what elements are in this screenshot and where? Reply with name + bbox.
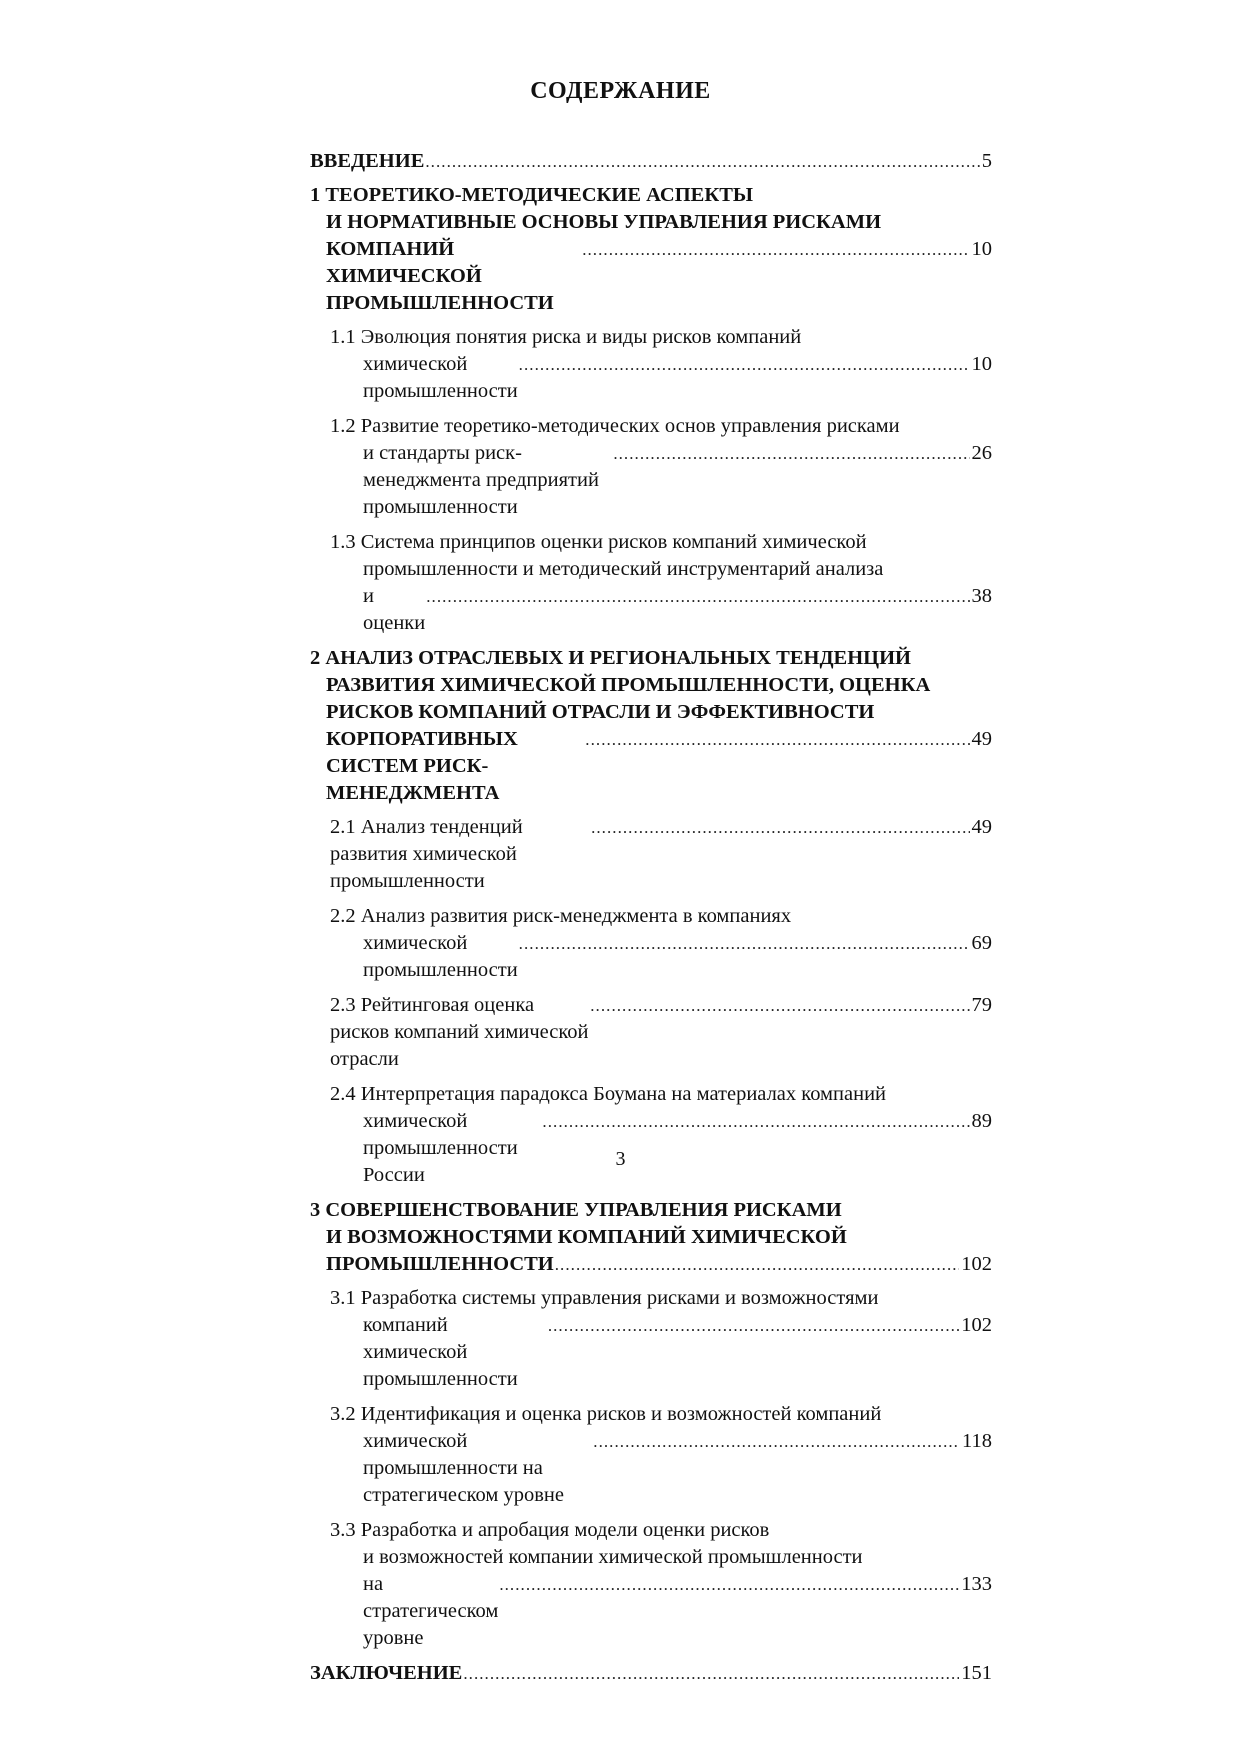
toc-entry-title: РИСКОВ КОМПАНИЙ ОТРАСЛИ И ЭФФЕКТИВНОСТИ — [326, 701, 875, 723]
toc-entry-introduction[interactable] — [310, 148, 992, 175]
toc-page-number: 133 — [961, 1573, 992, 1595]
toc-entry-section-1-3[interactable] — [310, 529, 992, 637]
leader-dots — [548, 1312, 959, 1339]
toc-entry-title: 2.3 Рейтинговая оценка рисков компаний химической отрасли — [330, 994, 589, 1070]
toc-page-number: 38 — [971, 585, 992, 607]
toc-entry-title: химической промышленности — [363, 353, 518, 402]
leader-dots — [425, 148, 979, 175]
toc-entry-title: химической промышленности России — [363, 1110, 518, 1186]
toc-entry-title: химической промышленности на стратегическом уровне — [363, 1430, 564, 1506]
page-number: 3 — [615, 1148, 626, 1170]
leader-dots — [519, 351, 970, 378]
toc-entry-title: химической промышленности — [363, 932, 518, 981]
toc-entry-title: ПРОМЫШЛЕННОСТИ — [326, 1253, 554, 1275]
toc-entry-chapter-3[interactable] — [310, 1197, 992, 1278]
leader-dots — [426, 583, 969, 610]
leader-dots — [499, 1571, 959, 1598]
toc-page-number: 5 — [981, 150, 992, 172]
toc-entry-section-3-3[interactable] — [310, 1517, 992, 1652]
leader-dots — [593, 1428, 960, 1455]
toc-entry-title: КОМПАНИЙ ХИМИЧЕСКОЙ ПРОМЫШЛЕННОСТИ — [326, 238, 554, 314]
leader-dots — [542, 1108, 969, 1135]
toc-entry-title: на стратегическом уровне — [363, 1573, 499, 1649]
toc-entry-title: 2.4 Интерпретация парадокса Боумана на материалах компаний — [330, 1083, 887, 1105]
toc-entry-section-2-1[interactable] — [310, 814, 992, 895]
leader-dots — [555, 1251, 960, 1278]
toc-page-number: 10 — [971, 238, 992, 260]
toc-entry-title: И ВОЗМОЖНОСТЯМИ КОМПАНИЙ ХИМИЧЕСКОЙ — [326, 1226, 847, 1248]
toc-entry-title: 3.3 Разработка и апробация модели оценки рисков — [330, 1519, 770, 1541]
toc-page-number: 102 — [961, 1314, 992, 1336]
toc-page-number: 26 — [971, 442, 992, 464]
toc-entry-title: 3.1 Разработка системы управления рисками и возможностями — [330, 1287, 879, 1309]
leader-dots — [613, 440, 969, 467]
toc-page-number: 10 — [971, 353, 992, 375]
toc-entry-title: 1.1 Эволюция понятия риска и виды рисков компаний — [330, 326, 802, 348]
toc-entry-title: ВВЕДЕНИЕ — [310, 150, 425, 172]
toc-entry-section-1-2[interactable] — [310, 413, 992, 521]
toc-entry-title: и возможностей компании химической промышленности — [363, 1546, 863, 1568]
leader-dots — [585, 726, 969, 753]
toc-entry-title: 1.2 Развитие теоретико-методических основ управления рисками — [330, 415, 900, 437]
toc-page-number: 79 — [971, 994, 992, 1016]
toc-entry-conclusion[interactable] — [310, 1660, 992, 1687]
toc-page-number: 89 — [971, 1110, 992, 1132]
leader-dots — [591, 814, 969, 841]
table-of-contents — [310, 148, 992, 1694]
toc-entry-title: и оценки — [363, 585, 426, 634]
toc-page-number: 118 — [962, 1430, 992, 1452]
leader-dots — [590, 992, 969, 1019]
toc-page-number: 49 — [971, 816, 992, 838]
toc-page-number: 102 — [961, 1253, 992, 1275]
leader-dots — [463, 1660, 959, 1687]
toc-entry-title: 2 АНАЛИЗ ОТРАСЛЕВЫХ И РЕГИОНАЛЬНЫХ ТЕНДЕНЦИЙ — [310, 647, 912, 669]
toc-entry-title: и стандарты риск-менеджмента предприятий промышленности — [363, 442, 599, 518]
toc-page-number: 49 — [971, 728, 992, 750]
toc-entry-section-1-1[interactable] — [310, 324, 992, 405]
toc-entry-title: 2.1 Анализ тенденций развития химической промышленности — [330, 816, 523, 892]
toc-entry-title: РАЗВИТИЯ ХИМИЧЕСКОЙ ПРОМЫШЛЕННОСТИ, ОЦЕНКА — [326, 674, 931, 696]
toc-entry-title: компаний химической промышленности — [363, 1314, 518, 1390]
leader-dots — [582, 236, 969, 263]
toc-entry-section-2-3[interactable] — [310, 992, 992, 1073]
toc-entry-title: И НОРМАТИВНЫЕ ОСНОВЫ УПРАВЛЕНИЯ РИСКАМИ — [326, 211, 882, 233]
toc-entry-title: промышленности и методический инструментарий анализа — [363, 558, 884, 580]
toc-entry-section-3-1[interactable] — [310, 1285, 992, 1393]
toc-entry-section-2-2[interactable] — [310, 903, 992, 984]
toc-entry-section-3-2[interactable] — [310, 1401, 992, 1509]
leader-dots — [519, 930, 970, 957]
toc-entry-chapter-1[interactable] — [310, 182, 992, 317]
page-title: СОДЕРЖАНИЕ — [530, 78, 711, 104]
toc-entry-title: 1 ТЕОРЕТИКО-МЕТОДИЧЕСКИЕ АСПЕКТЫ — [310, 184, 754, 206]
toc-entry-title: ЗАКЛЮЧЕНИЕ — [310, 1662, 463, 1684]
toc-entry-title: 3.2 Идентификация и оценка рисков и возможностей компаний — [330, 1403, 882, 1425]
toc-entry-title: 2.2 Анализ развития риск-менеджмента в компаниях — [330, 905, 792, 927]
toc-page-number: 69 — [971, 932, 992, 954]
toc-entry-title: 1.3 Система принципов оценки рисков компаний химической — [330, 531, 867, 553]
toc-entry-section-2-4[interactable] — [310, 1081, 992, 1189]
toc-entry-title: 3 СОВЕРШЕНСТВОВАНИЕ УПРАВЛЕНИЯ РИСКАМИ — [310, 1199, 842, 1221]
toc-entry-chapter-2[interactable] — [310, 645, 992, 807]
toc-page-number: 151 — [961, 1662, 992, 1684]
toc-entry-title: КОРПОРАТИВНЫХ СИСТЕМ РИСК-МЕНЕДЖМЕНТА — [326, 728, 518, 804]
